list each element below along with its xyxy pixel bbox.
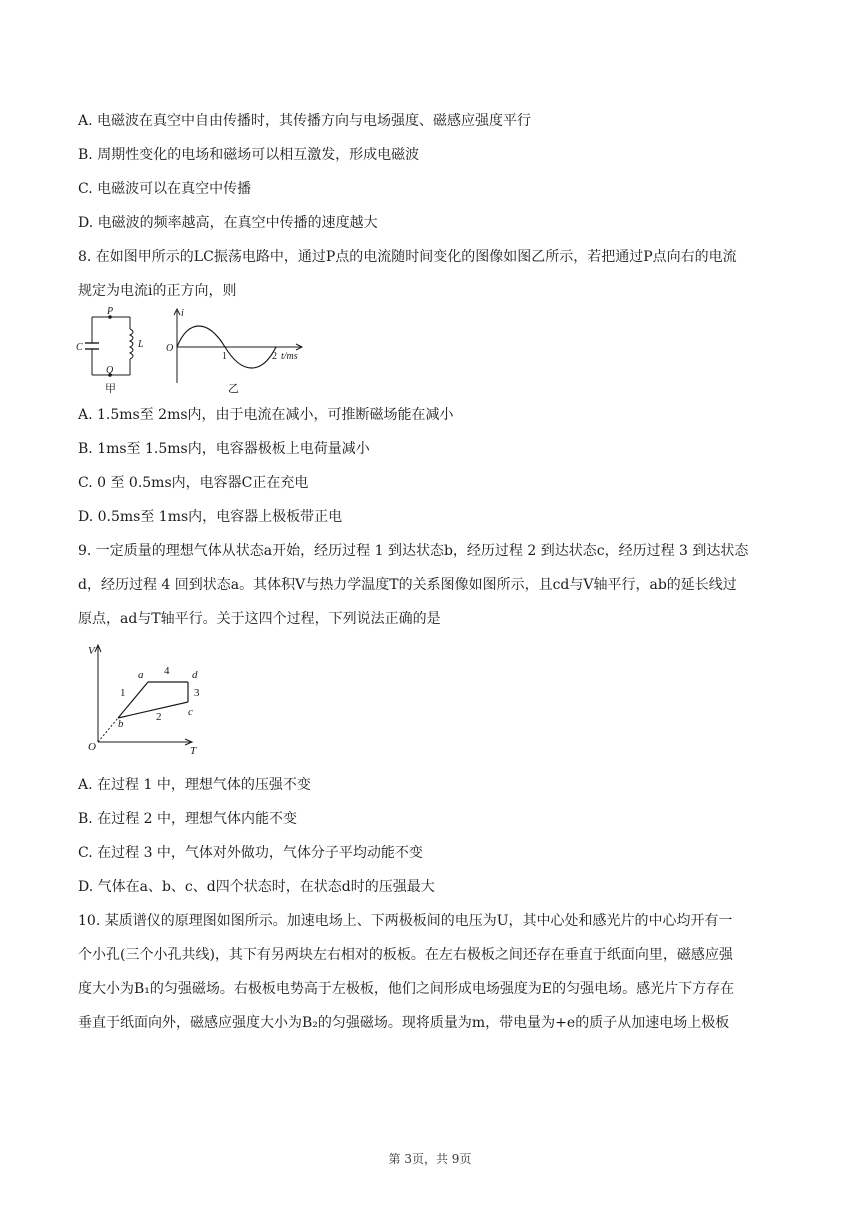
q10-line-3: 度大小为B₁的匀强磁场。右极板电势高于左极板，他们之间形成电场强度为E的匀强电场。感光片下方存在 — [78, 981, 735, 997]
q8-stem-line-2: 规定为电流i的正方向，则 — [78, 283, 237, 299]
q8-option-c: C. 0 至 0.5ms内，电容器C正在充电 — [78, 475, 309, 491]
t-axis-label: t/ms — [281, 351, 298, 362]
point-a-label: a — [138, 669, 144, 681]
origin-label: O — [166, 343, 174, 354]
caption-yi: 乙 — [228, 383, 239, 395]
q9-stem-line-2: d，经历过程 4 回到状态a。其体积V与热力学温度T的关系图像如图所示，且cd与V轴平行，ab的延长线过 — [78, 577, 737, 593]
lc-circuit-figure — [74, 305, 154, 397]
q9-stem-line-3: 原点，ad与T轴平行。关于这四个过程，下列说法正确的是 — [78, 611, 441, 627]
q9-option-b: B. 在过程 2 中，理想气体内能不变 — [78, 811, 297, 827]
page-footer: 第 3页，共 9页 — [388, 1152, 472, 1166]
label-c: C — [76, 342, 83, 353]
process-3-label: 3 — [194, 687, 200, 699]
label-p: P — [107, 306, 114, 317]
q10-line-1: 10. 某质谱仪的原理图如图所示。加速电场上、下两极板间的电压为U，其中心处和感光片的中心均开有一 — [78, 913, 733, 929]
q10-line-4: 垂直于纸面向外，磁感应强度大小为B₂的匀强磁场。现将质量为m，带电量为+e的质子从加速电场上极板 — [78, 1015, 730, 1031]
q7-option-b: B. 周期性变化的电场和磁场可以相互激发，形成电磁波 — [78, 147, 420, 163]
point-b-label: b — [118, 718, 124, 730]
axis-i-label: i — [181, 308, 184, 319]
process-4-label: 4 — [164, 665, 170, 677]
q9-stem-line-1: 9. 一定质量的理想气体从状态a开始，经历过程 1 到达状态b，经历过程 2 到达状态c，经历过程 3 到达状态 — [78, 543, 749, 559]
current-time-graph — [164, 305, 314, 397]
vt-diagram — [84, 640, 214, 756]
origin-label: O — [88, 741, 96, 753]
tick-1: 1 — [222, 351, 227, 362]
q9-option-a: A. 在过程 1 中，理想气体的压强不变 — [78, 777, 311, 793]
axis-v-label: V — [88, 645, 95, 657]
q8-option-b: B. 1ms至 1.5ms内，电容器极板上电荷量减小 — [78, 441, 370, 457]
point-c-label: c — [188, 706, 193, 718]
process-2-label: 2 — [156, 711, 162, 723]
q8-option-d: D. 0.5ms至 1ms内，电容器上极板带正电 — [78, 509, 343, 525]
tick-2: 2 — [272, 351, 277, 362]
axis-t-label: T — [190, 745, 197, 756]
q7-option-c: C. 电磁波可以在真空中传播 — [78, 181, 252, 197]
caption-jia: 甲 — [105, 383, 116, 395]
point-d-label: d — [192, 669, 198, 681]
q7-option-d: D. 电磁波的频率越高，在真空中传播的速度越大 — [78, 215, 378, 231]
q9-option-d: D. 气体在a、b、c、d四个状态时，在状态d时的压强最大 — [78, 879, 435, 895]
q10-line-2: 个小孔(三个小孔共线)，其下有另两块左右相对的板板。在左右极板之间还存在垂直于纸面向里，磁感应强 — [78, 947, 733, 963]
q9-option-c: C. 在过程 3 中，气体对外做功，气体分子平均动能不变 — [78, 845, 423, 861]
label-q: Q — [106, 365, 114, 376]
q8-option-a: A. 1.5ms至 2ms内，由于电流在减小，可推断磁场能在减小 — [78, 407, 454, 423]
label-l: L — [138, 339, 144, 350]
q7-option-a: A. 电磁波在真空中自由传播时，其传播方向与电场强度、磁感应强度平行 — [78, 113, 532, 129]
process-1-label: 1 — [120, 687, 126, 699]
q8-stem-line-1: 8. 在如图甲所示的LC振荡电路中，通过P点的电流随时间变化的图像如图乙所示，若把通过P点向右的电流 — [78, 249, 737, 265]
